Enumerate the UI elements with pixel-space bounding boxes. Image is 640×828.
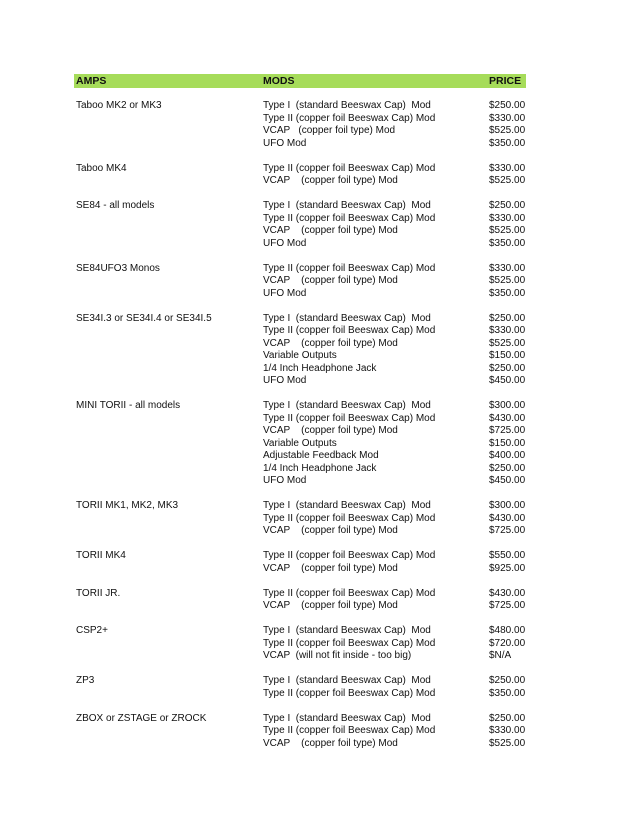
mod-price: $N/A [489, 650, 512, 661]
mod-name: UFO Mod [263, 237, 307, 249]
mod-name: UFO Mod [263, 375, 307, 386]
mod-row [74, 313, 534, 326]
mod-price: $525.00 [489, 337, 526, 349]
mod-price: $725.00 [489, 525, 526, 536]
mod-name: Type I (standard Beeswax Cap) Mod [263, 200, 431, 211]
mod-row [74, 425, 534, 438]
amp-group [74, 100, 534, 150]
mod-row [74, 113, 534, 126]
mod-price: $330.00 [489, 262, 526, 274]
mod-row [74, 725, 534, 738]
mod-price: $525.00 [489, 225, 526, 236]
mod-price: $550.00 [489, 550, 526, 561]
mod-row [74, 675, 534, 688]
mod-name: Type II (copper foil Beeswax Cap) Mod [263, 687, 436, 699]
mod-price: $525.00 [489, 125, 526, 136]
mod-price: $525.00 [489, 275, 526, 286]
mod-row [74, 563, 534, 576]
amp-group [74, 625, 534, 663]
mod-row [74, 325, 534, 338]
mod-name: Type II (copper foil Beeswax Cap) Mod [263, 262, 436, 274]
mod-row [74, 525, 534, 538]
mod-row [74, 213, 534, 226]
amp-group [74, 163, 534, 188]
mod-name: UFO Mod [263, 137, 307, 149]
mods-column-header: MODS [263, 75, 295, 87]
mod-name: Type I (standard Beeswax Cap) Mod [263, 500, 431, 511]
mod-name: Type I (standard Beeswax Cap) Mod [263, 400, 431, 411]
mod-row [74, 638, 534, 651]
mod-row [74, 375, 534, 388]
mod-row [74, 238, 534, 251]
mod-row [74, 288, 534, 301]
amps-column-header: AMPS [76, 75, 107, 87]
amp-group [74, 263, 534, 301]
mod-name: Type II (copper foil Beeswax Cap) Mod [263, 162, 436, 174]
mod-row [74, 500, 534, 513]
mod-row [74, 513, 534, 526]
mod-price: $250.00 [489, 712, 526, 724]
mod-row [74, 125, 534, 138]
mod-row [74, 138, 534, 151]
mod-row [74, 100, 534, 113]
mod-name: Type II (copper foil Beeswax Cap) Mod [263, 212, 436, 224]
mod-price: $430.00 [489, 587, 526, 599]
mod-row [74, 200, 534, 213]
mod-row [74, 413, 534, 426]
mod-price: $450.00 [489, 475, 526, 486]
mod-price: $430.00 [489, 412, 526, 424]
mod-price: $250.00 [489, 462, 526, 474]
amp-group [74, 200, 534, 250]
mod-name: Type II (copper foil Beeswax Cap) Mod [263, 550, 436, 561]
mod-row [74, 600, 534, 613]
amp-name: MINI TORII - all models [76, 400, 181, 411]
mod-row [74, 588, 534, 601]
amp-group [74, 500, 534, 538]
mod-name: Type II (copper foil Beeswax Cap) Mod [263, 112, 436, 124]
mod-price: $720.00 [489, 637, 526, 649]
mod-name: Type II (copper foil Beeswax Cap) Mod [263, 725, 436, 736]
mod-price: $480.00 [489, 625, 526, 636]
mod-row [74, 625, 534, 638]
mod-price: $150.00 [489, 437, 526, 449]
amp-name: TORII MK4 [76, 550, 126, 561]
amp-group [74, 675, 534, 700]
price-column-header: PRICE [489, 75, 522, 87]
amp-name: SE84UFO3 Monos [76, 262, 160, 274]
mod-name: Type II (copper foil Beeswax Cap) Mod [263, 512, 436, 524]
mod-name: Type II (copper foil Beeswax Cap) Mod [263, 325, 436, 336]
mod-row [74, 688, 534, 701]
mod-row [74, 363, 534, 376]
amp-name: SE84 - all models [76, 200, 155, 211]
mod-row [74, 175, 534, 188]
mod-price: $430.00 [489, 512, 526, 524]
mod-name: Type I (standard Beeswax Cap) Mod [263, 712, 431, 724]
mod-price: $450.00 [489, 375, 526, 386]
mod-row [74, 263, 534, 276]
mod-row [74, 438, 534, 451]
mod-name: VCAP (copper foil type) Mod [263, 425, 398, 436]
mod-row [74, 738, 534, 751]
mod-name: VCAP (copper foil type) Mod [263, 525, 398, 536]
mod-row [74, 350, 534, 363]
mod-price: $330.00 [489, 325, 526, 336]
mod-name: 1/4 Inch Headphone Jack [263, 462, 377, 474]
mod-price: $925.00 [489, 562, 526, 574]
mod-name: Variable Outputs [263, 350, 337, 361]
mod-name: Type II (copper foil Beeswax Cap) Mod [263, 587, 436, 599]
mod-name: 1/4 Inch Headphone Jack [263, 362, 377, 374]
amp-group [74, 588, 534, 613]
mod-name: Type I (standard Beeswax Cap) Mod [263, 675, 431, 686]
mod-price: $330.00 [489, 162, 526, 174]
mod-name: UFO Mod [263, 475, 307, 486]
mod-price: $350.00 [489, 137, 526, 149]
mod-price: $250.00 [489, 675, 526, 686]
mod-name: VCAP (copper foil type) Mod [263, 600, 398, 611]
mod-price: $725.00 [489, 425, 526, 436]
mod-name: VCAP (will not fit inside - too big) [263, 650, 412, 661]
mod-row [74, 475, 534, 488]
mod-name: VCAP (copper foil type) Mod [263, 337, 398, 349]
mod-row [74, 463, 534, 476]
amp-name: Taboo MK2 or MK3 [76, 100, 162, 111]
mod-name: VCAP (copper foil type) Mod [263, 125, 396, 136]
mod-price: $350.00 [489, 687, 526, 699]
mod-price: $330.00 [489, 725, 526, 736]
amp-group [74, 550, 534, 575]
mod-price: $350.00 [489, 237, 526, 249]
mod-row [74, 338, 534, 351]
amp-name: CSP2+ [76, 625, 108, 636]
amp-name: SE34I.3 or SE34I.4 or SE34I.5 [76, 312, 212, 324]
mod-name: Type II (copper foil Beeswax Cap) Mod [263, 637, 436, 649]
mod-row [74, 650, 534, 663]
mod-price: $250.00 [489, 200, 526, 211]
mod-price: $350.00 [489, 287, 526, 299]
mod-price: $150.00 [489, 350, 526, 361]
mod-price: $330.00 [489, 212, 526, 224]
mod-name: Type II (copper foil Beeswax Cap) Mod [263, 412, 436, 424]
mod-row [74, 713, 534, 726]
amp-name: ZBOX or ZSTAGE or ZROCK [76, 712, 207, 724]
mod-name: Type I (standard Beeswax Cap) Mod [263, 312, 431, 324]
mod-price: $330.00 [489, 112, 526, 124]
amp-name: Taboo MK4 [76, 162, 127, 174]
mod-price: $250.00 [489, 100, 526, 111]
mod-name: VCAP (copper foil type) Mod [263, 225, 398, 236]
mod-row [74, 400, 534, 413]
mod-price: $400.00 [489, 450, 526, 461]
mod-name: Type I (standard Beeswax Cap) Mod [263, 100, 431, 111]
amp-name: ZP3 [76, 675, 95, 686]
mod-price: $300.00 [489, 500, 526, 511]
mod-price: $300.00 [489, 400, 526, 411]
table-header [74, 74, 526, 88]
mod-row [74, 163, 534, 176]
mod-price: $525.00 [489, 175, 526, 186]
amp-name: TORII JR. [76, 587, 121, 599]
mod-price: $250.00 [489, 312, 526, 324]
price-table [74, 100, 534, 763]
mod-name: VCAP (copper foil type) Mod [263, 175, 398, 186]
amp-name: TORII MK1, MK2, MK3 [76, 500, 179, 511]
mod-row [74, 450, 534, 463]
mod-price: $525.00 [489, 737, 526, 749]
mod-row [74, 225, 534, 238]
mod-name: Type I (standard Beeswax Cap) Mod [263, 625, 431, 636]
mod-row [74, 550, 534, 563]
mod-name: VCAP (copper foil type) Mod [263, 737, 398, 749]
mod-price: $725.00 [489, 600, 526, 611]
mod-name: Variable Outputs [263, 437, 337, 449]
mod-name: Adjustable Feedback Mod [263, 450, 379, 461]
amp-group [74, 713, 534, 751]
mod-price: $250.00 [489, 362, 526, 374]
mod-name: VCAP (copper foil type) Mod [263, 275, 398, 286]
mod-row [74, 275, 534, 288]
mod-name: VCAP (copper foil type) Mod [263, 562, 398, 574]
mod-name: UFO Mod [263, 287, 307, 299]
amp-group [74, 313, 534, 388]
amp-group [74, 400, 534, 488]
